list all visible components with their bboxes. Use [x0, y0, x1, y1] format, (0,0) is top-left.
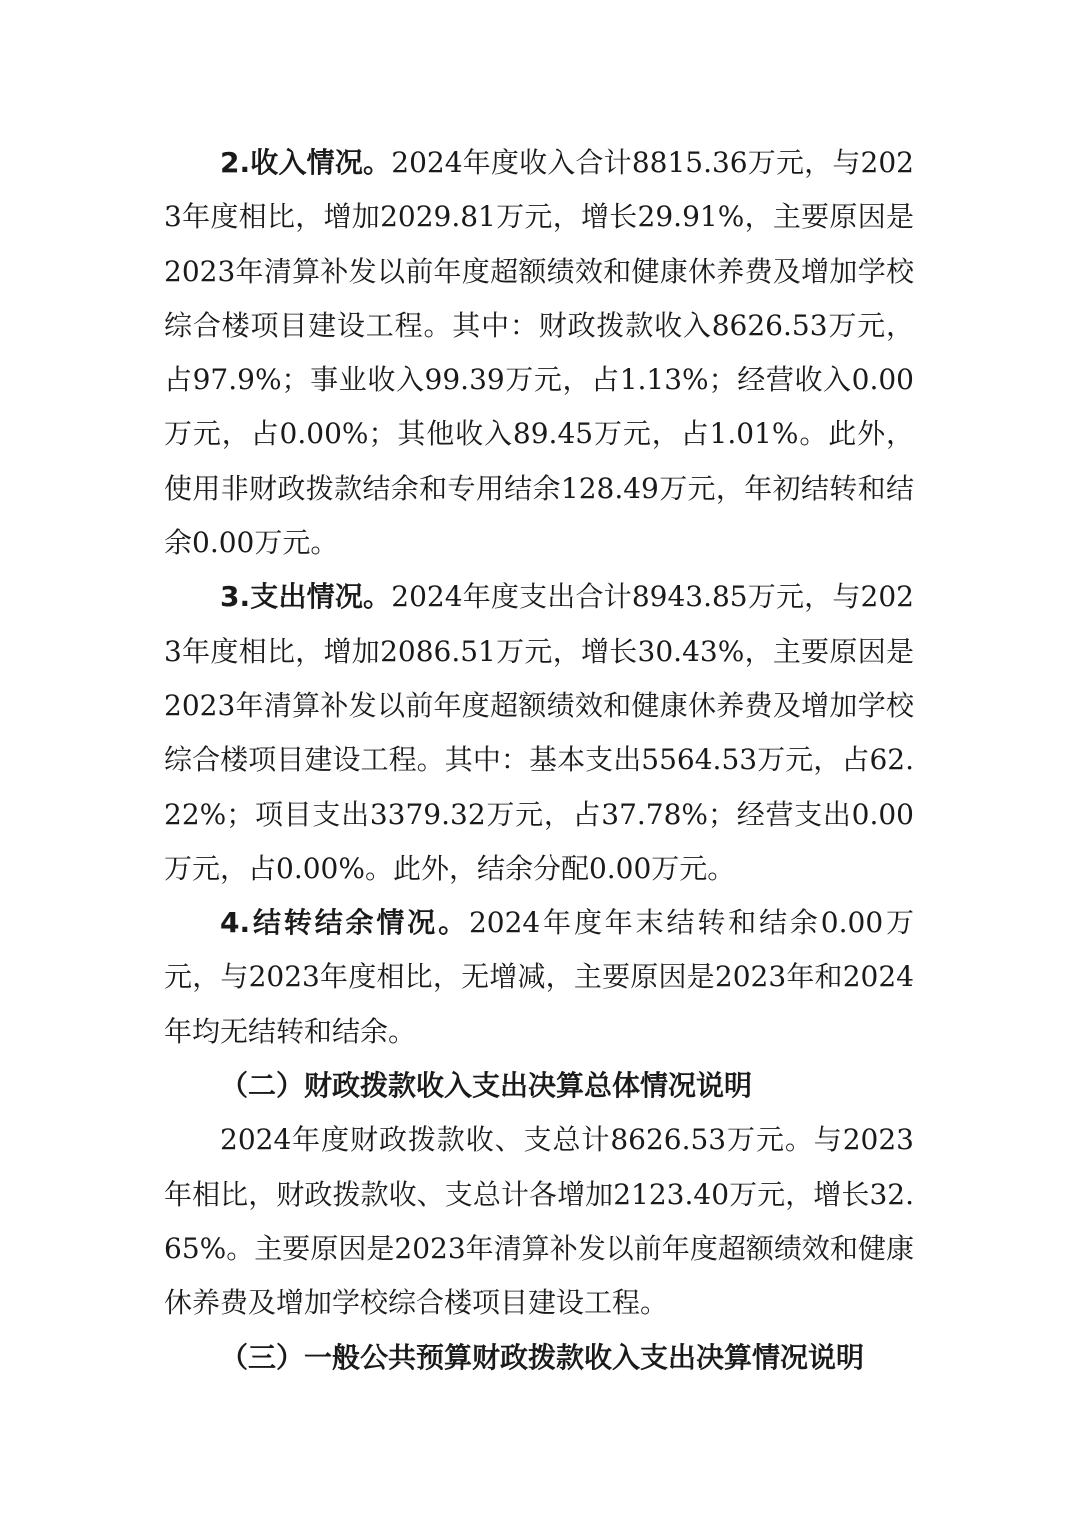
- income-paragraph: [164, 136, 914, 570]
- fiscal-heading: （二）财政拨款收入支出决算总体情况说明: [220, 1069, 753, 1103]
- general-budget-heading: （三）一般公共预算财政拨款收入支出决算情况说明: [220, 1340, 865, 1374]
- income-lead: 2.收入情况。: [220, 146, 392, 179]
- carryover-paragraph: [164, 896, 914, 1059]
- fiscal-paragraph: 2024年度财政拨款收、支总计8626.53万元。与2023年相比，财政拨款收、支总计各增加2123.40万元，增长32.65%。主要原因是2023年清算补发以前年度超额绩效和健康休养费及增加学校综合楼项目建设工程。: [164, 1123, 914, 1320]
- document-page: [164, 136, 914, 1385]
- income-body: 2024年度收入合计8815.36万元，与2023年度相比，增加2029.81万元，增长29.91%，主要原因是2023年清算补发以前年度超额绩效和健康休养费及增加学校综合楼项目建设工程。其中：财政拨款收入8626.53万元，占97.9%；事业收入99.39万元，占1.13%；经营收入0.00万元，占0.00%；其他收入89.45万元，占1.01%。此外，使用非财政拨款结余和专用结余128.49万元，年初结转和结余0.00万元。: [164, 146, 914, 560]
- carryover-lead: 4.结转结余情况。: [220, 906, 469, 940]
- carryover-body: 2024年度年末结转和结余0.00万元，与2023年度相比，无增减，主要原因是2023年和2024年均无结转和结余。: [164, 906, 914, 1048]
- expenditure-lead: 3.支出情况。: [220, 580, 392, 614]
- expenditure-body: 2024年度支出合计8943.85万元，与2023年度相比，增加2086.51万元，增长30.43%，主要原因是2023年清算补发以前年度超额绩效和健康休养费及增加学校综合楼项目建设工程。其中：基本支出5564.53万元，占62.22%；项目支出3379.32万元，占37.78%；经营支出0.00万元，占0.00%。此外，结余分配0.00万元。: [164, 580, 914, 885]
- expenditure-paragraph: [164, 570, 914, 896]
